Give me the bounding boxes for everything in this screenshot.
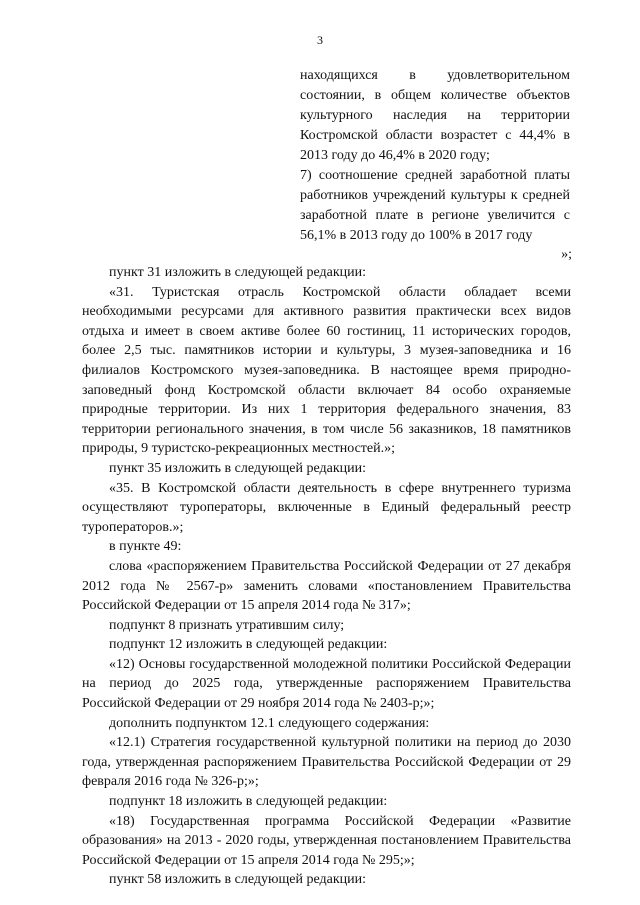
body-paragraph: в пункте 49: — [109, 539, 182, 555]
body-paragraph: «35. В Костромской области деятельность в сфере внутреннего туризма осуществляют туроператоры, включенные в Единый федеральный реестр туроператоров.»; — [82, 480, 571, 535]
body-paragraph: пункт 31 изложить в следующей редакции: — [109, 265, 366, 280]
body-paragraph: подпункт 18 изложить в следующей редакции: — [109, 794, 388, 810]
body-paragraph: «18) Государственная программа Российской Федерации «Развитие образования» на 2013 - 2020 годы, утвержденная постановлением Правительства Российской Федерации от 15 апреля 2014 года № 295;»; — [82, 813, 571, 868]
body-paragraph: «31. Туристская отрасль Костромской области обладает всеми необходимыми ресурсами для активного развития практически всех видов отдыха и имеет в своем активе более 60 гостиниц, 11 исторических городов, более 2,5 тыс. памятников истории и культуры, 3 музея-заповедника и 16 филиалов Костромского музея-заповедника. В настоящее время природно-заповедный фонд Костромской области включает 84 особо охраняемые природные территории. Из них 1 территория федерального значения, 83 территории регионального значения, в том числе 56 заказников, 18 памятников природы, 9 туристско-рекреационных местностей.»; — [82, 284, 571, 457]
body-paragraph: дополнить подпунктом 12.1 следующего содержания: — [109, 715, 430, 731]
closing-quote: »; — [561, 247, 572, 262]
body-paragraph: пункт 58 изложить в следующей редакции: — [109, 872, 366, 888]
quoted-paragraph: 7) соотношение средней заработной платы работников учреждений культуры к средней заработной плате в регионе увеличится с 56,1% в 2013 году до 100% в 2017 году — [300, 168, 570, 243]
body-paragraph: пункт 35 изложить в следующей редакции: — [109, 460, 366, 476]
quoted-paragraph: находящихся в удовлетворительном состоянии, в общем количестве объектов культурного наследия на территории Костромской области возрастет с 44,4% в 2013 году до 46,4% в 2020 году; — [300, 68, 570, 163]
body-paragraph: «12) Основы государственной молодежной политики Российской Федерации на период до 2025 года, утвержденные распоряжением Правительства Российской Федерации от 29 ноября 2014 года № 2403-р;»; — [82, 656, 571, 712]
body-paragraph: «12.1) Стратегия государственной культурной политики на период до 2030 года, утвержденная распоряжением Правительства Российской Федерации от 29 февраля 2016 года № 326-р;»; — [82, 735, 571, 790]
body-paragraph: подпункт 8 признать утратившим силу; — [109, 617, 345, 633]
body-paragraph: слова «распоряжением Правительства Российской Федерации от 27 декабря 2012 года № 2567-р» заменить словами «постановлением Правительства Российской Федерации от 15 апреля 2014 года № 317»; — [82, 558, 571, 614]
page-number: 3 — [317, 33, 323, 47]
quoted-text-column — [300, 66, 570, 246]
document-body — [82, 263, 571, 890]
body-paragraph: подпункт 12 изложить в следующей редакции: — [109, 637, 388, 653]
